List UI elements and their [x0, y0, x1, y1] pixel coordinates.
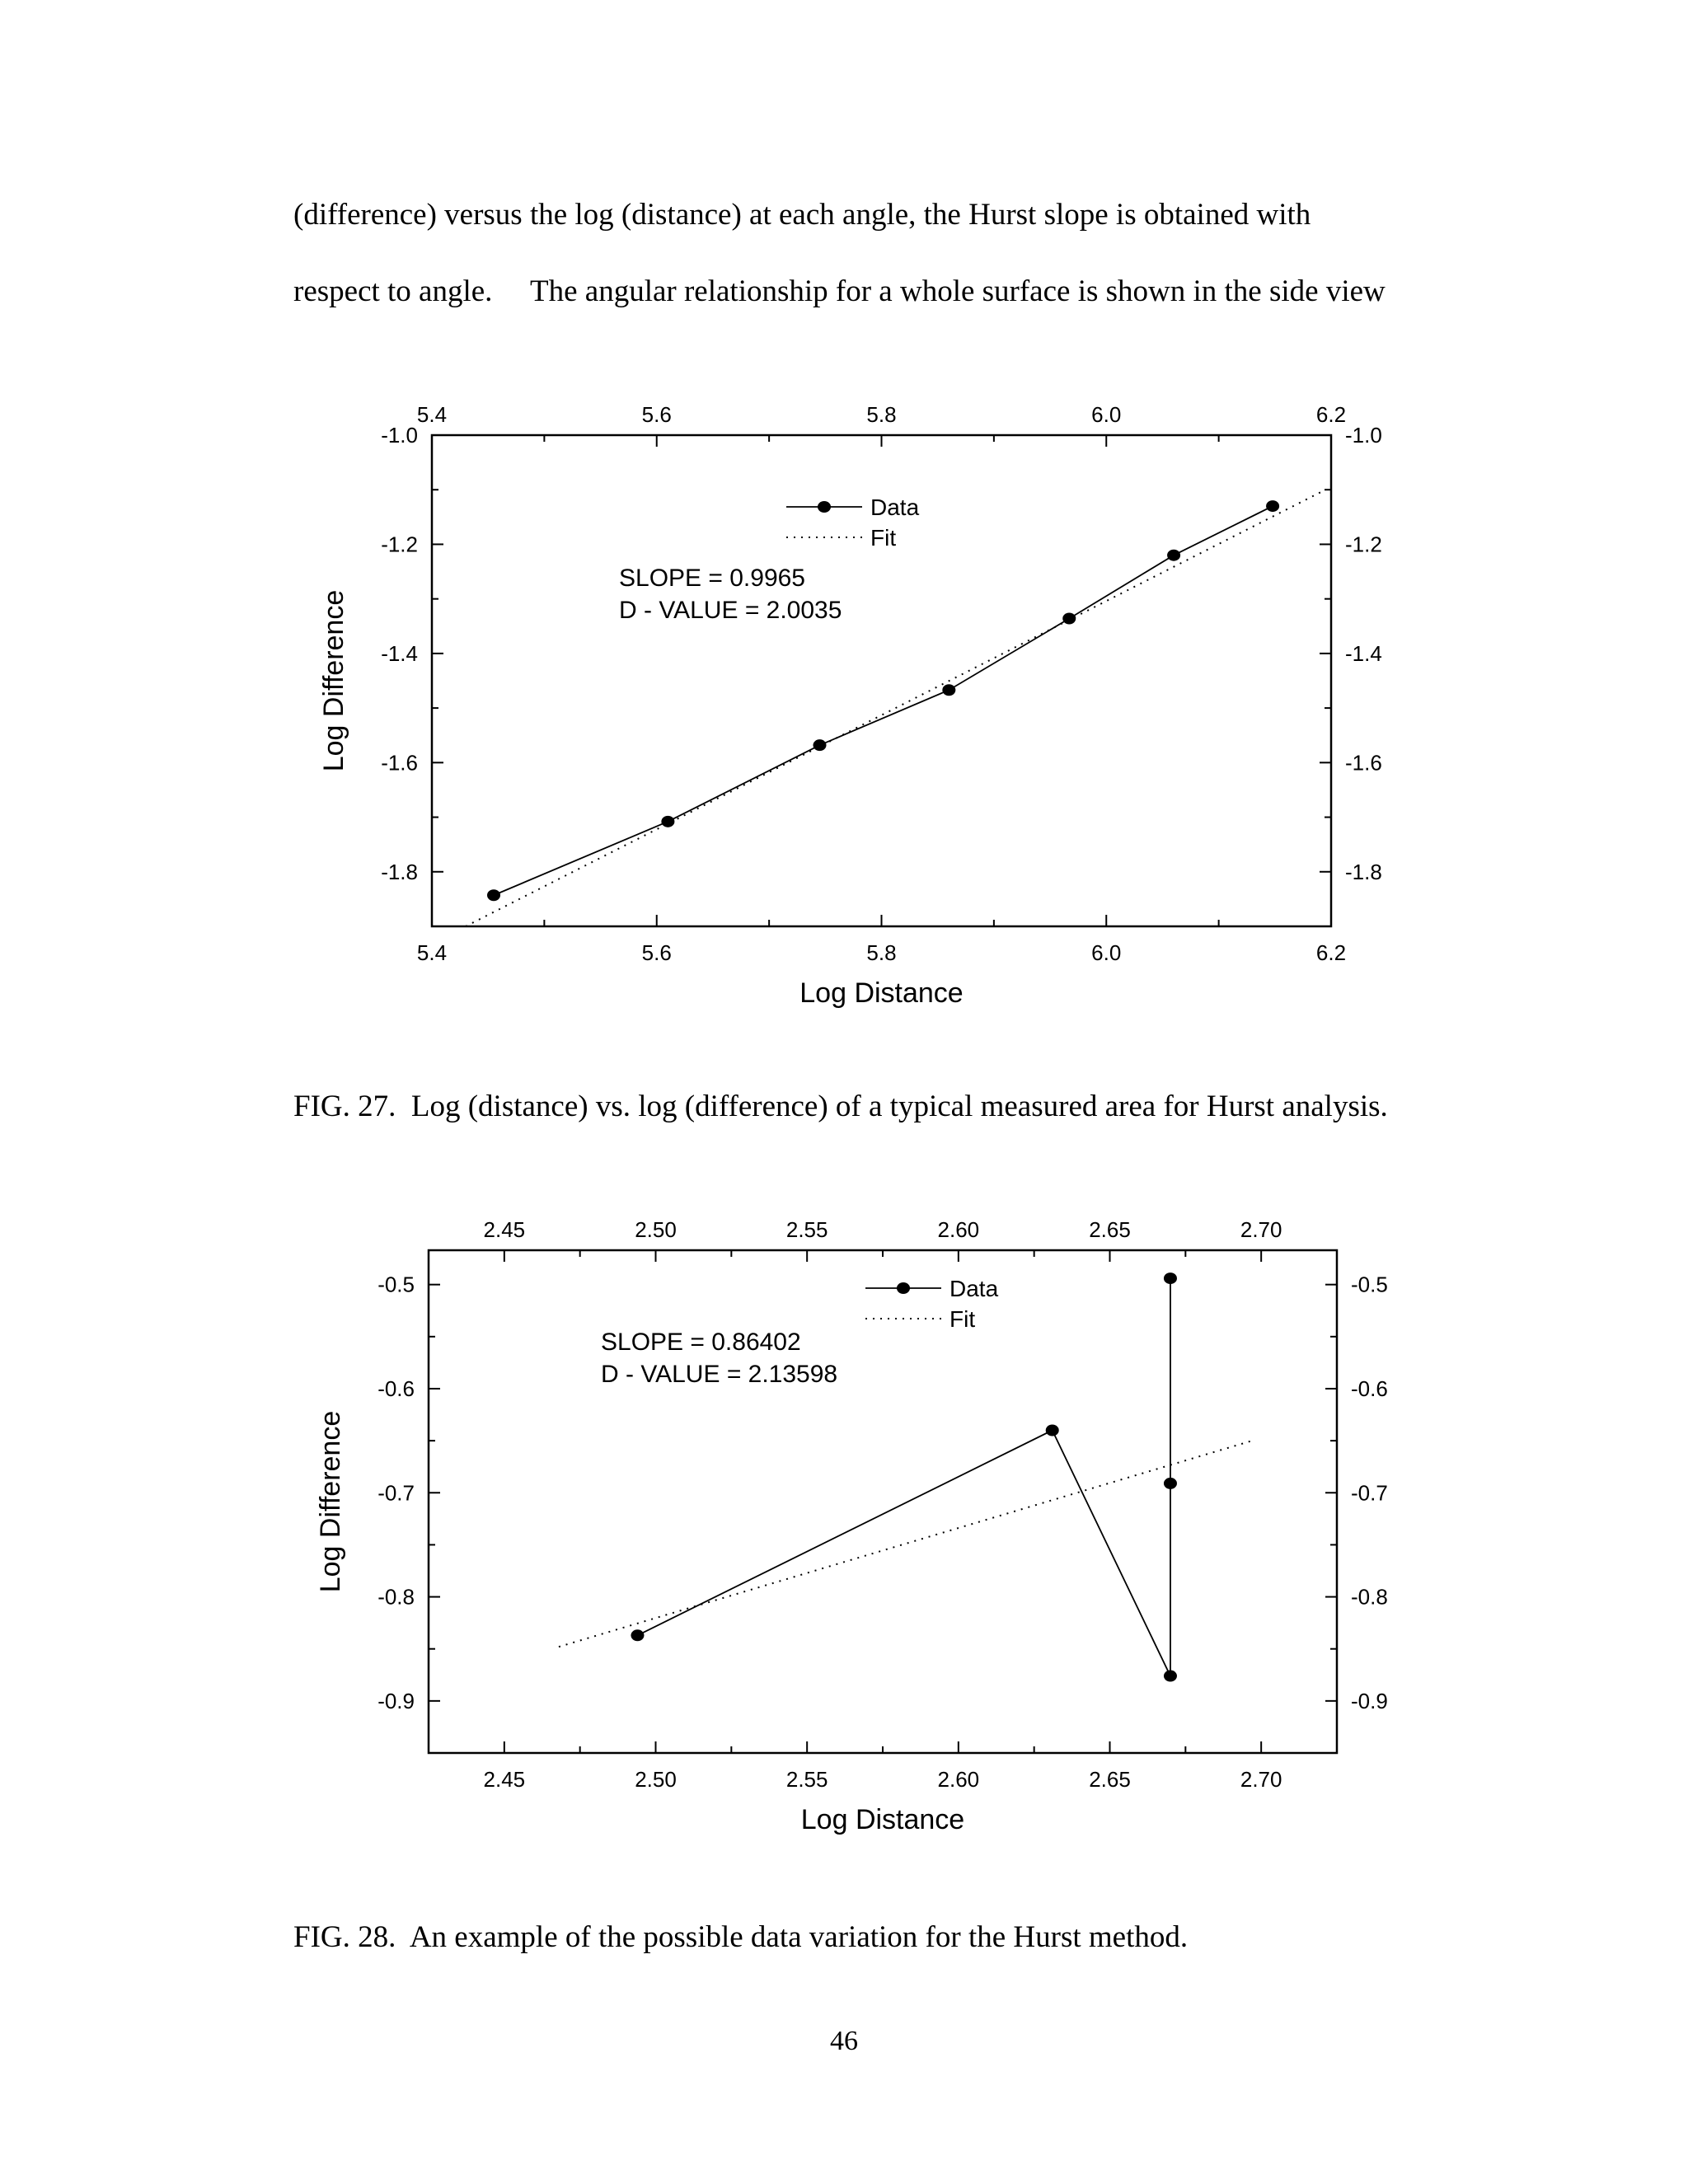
x-tick-label-top: 5.4 [416, 402, 448, 427]
y-tick-label-right: -0.5 [1351, 1272, 1388, 1297]
y-tick-label-right: -1.8 [1345, 859, 1382, 884]
y-tick-label-right: -1.4 [1345, 640, 1382, 666]
y-tick-label-right: -0.8 [1351, 1584, 1388, 1610]
x-tick-label-top: 2.60 [937, 1217, 980, 1242]
figure-28-caption: FIG. 28. An example of the possible data variation for the Hurst method. [293, 1920, 1189, 1954]
slope-annotation: SLOPE = 0.9965 [619, 565, 805, 592]
data-point [1046, 1424, 1059, 1436]
x-tick-label-bottom: 2.70 [1240, 1767, 1282, 1792]
y-tick-label-left: -0.7 [377, 1480, 415, 1506]
x-tick-label-bottom: 2.45 [483, 1767, 526, 1792]
legend-data-label: Data [870, 494, 920, 520]
x-tick-label-top: 5.8 [866, 402, 897, 427]
x-tick-label-top: 2.50 [635, 1217, 677, 1242]
d-value-annotation: D - VALUE = 2.13598 [601, 1361, 838, 1388]
y-tick-label-left: -0.8 [377, 1584, 415, 1610]
x-tick-label-bottom: 2.50 [635, 1767, 677, 1792]
x-tick-label-bottom: 6.0 [1091, 940, 1122, 965]
y-tick-label-right: -0.7 [1351, 1480, 1388, 1506]
y-tick-label-left: -1.6 [381, 750, 418, 776]
y-tick-label-right: -1.2 [1345, 532, 1382, 557]
fit-line [559, 1441, 1252, 1647]
slope-annotation: SLOPE = 0.86402 [601, 1329, 801, 1356]
y-tick-label-left: -1.2 [381, 532, 418, 557]
x-tick-label-top: 2.70 [1240, 1217, 1282, 1242]
y-tick-label-left: -0.6 [377, 1376, 415, 1401]
y-tick-label-left: -0.9 [377, 1688, 415, 1713]
y-tick-label-left: -1.4 [381, 640, 418, 666]
x-tick-label-bottom: 2.55 [785, 1767, 828, 1792]
paragraph-line-1: (difference) versus the log (distance) at each angle, the Hurst slope is obtained with [293, 198, 1311, 232]
y-tick-label-right: -0.6 [1351, 1376, 1388, 1401]
x-tick-label-top: 2.45 [483, 1217, 526, 1242]
legend-data-label: Data [950, 1276, 999, 1301]
y-tick-label-left: -0.5 [377, 1272, 415, 1297]
x-tick-label-bottom: 2.65 [1089, 1767, 1131, 1792]
page-number: 46 [830, 2026, 858, 2056]
x-tick-label-top: 5.6 [641, 402, 672, 427]
y-tick-label-right: -1.6 [1345, 750, 1382, 776]
y-tick-label-left: -1.8 [381, 859, 418, 884]
x-tick-label-bottom: 6.2 [1315, 940, 1347, 965]
x-tick-label-top: 6.2 [1315, 402, 1347, 427]
x-tick-label-bottom: 5.6 [641, 940, 672, 965]
x-tick-label-top: 2.55 [785, 1217, 828, 1242]
y-axis-label: Log Difference [315, 1410, 346, 1593]
x-tick-label-top: 6.0 [1091, 402, 1122, 427]
y-tick-label-left: -1.0 [381, 423, 418, 448]
y-tick-label-right: -0.9 [1351, 1688, 1388, 1713]
data-point [1164, 1272, 1177, 1284]
d-value-annotation: D - VALUE = 2.0035 [619, 597, 842, 624]
figure-27-caption: FIG. 27. Log (distance) vs. log (difference) of a typical measured area for Hurst analysis. [293, 1090, 1388, 1123]
x-axis-label: Log Distance [799, 977, 964, 1009]
x-tick-label-top: 2.65 [1089, 1217, 1131, 1242]
data-point [1164, 1671, 1177, 1682]
data-point [1164, 1478, 1177, 1489]
legend-fit-label: Fit [950, 1306, 976, 1332]
x-tick-label-bottom: 5.4 [416, 940, 448, 965]
x-tick-label-bottom: 5.8 [866, 940, 897, 965]
y-tick-label-right: -1.0 [1345, 423, 1382, 448]
x-axis-label: Log Distance [800, 1804, 965, 1835]
data-point [631, 1629, 644, 1641]
x-tick-label-bottom: 2.60 [937, 1767, 980, 1792]
plot-frame [429, 1250, 1337, 1753]
legend-data-marker [897, 1282, 910, 1294]
legend-fit-label: Fit [870, 525, 897, 551]
paragraph-line-2: respect to angle. The angular relationship for a whole surface is shown in the side view [293, 274, 1386, 308]
y-axis-label: Log Difference [318, 589, 349, 772]
